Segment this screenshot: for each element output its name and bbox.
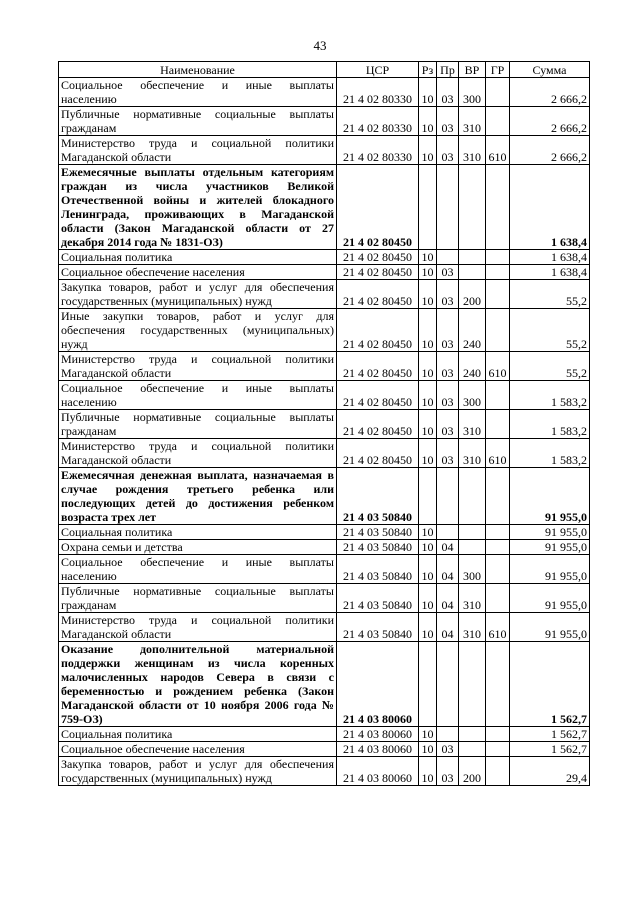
cell-gr bbox=[486, 78, 510, 107]
cell-rz: 10 bbox=[419, 136, 437, 165]
cell-gr bbox=[486, 107, 510, 136]
cell-csr: 21 4 02 80330 bbox=[337, 107, 419, 136]
cell-gr bbox=[486, 309, 510, 352]
cell-gr bbox=[486, 265, 510, 280]
cell-csr: 21 4 02 80330 bbox=[337, 78, 419, 107]
cell-rz: 10 bbox=[419, 410, 437, 439]
cell-pr: 03 bbox=[437, 265, 459, 280]
cell-gr bbox=[486, 642, 510, 727]
cell-sum: 55,2 bbox=[510, 280, 590, 309]
cell-rz: 10 bbox=[419, 540, 437, 555]
cell-sum: 1 583,2 bbox=[510, 381, 590, 410]
cell-pr: 04 bbox=[437, 555, 459, 584]
cell-name: Закупка товаров, работ и услуг для обеспечения государственных (муниципальных) нужд bbox=[59, 280, 337, 309]
cell-sum: 1 562,7 bbox=[510, 742, 590, 757]
table-row bbox=[59, 78, 590, 107]
table-row bbox=[59, 309, 590, 352]
cell-csr: 21 4 03 50840 bbox=[337, 613, 419, 642]
cell-name: Социальное обеспечение населения bbox=[59, 742, 337, 757]
cell-sum: 91 955,0 bbox=[510, 540, 590, 555]
table-row bbox=[59, 468, 590, 525]
cell-vr: 200 bbox=[459, 757, 486, 786]
cell-sum: 91 955,0 bbox=[510, 584, 590, 613]
cell-vr bbox=[459, 727, 486, 742]
cell-sum: 2 666,2 bbox=[510, 136, 590, 165]
cell-name: Социальное обеспечение и иные выплаты населению bbox=[59, 555, 337, 584]
cell-rz bbox=[419, 642, 437, 727]
cell-pr: 03 bbox=[437, 136, 459, 165]
cell-rz: 10 bbox=[419, 727, 437, 742]
header-name: Наименование bbox=[59, 62, 337, 78]
cell-pr: 04 bbox=[437, 584, 459, 613]
cell-csr: 21 4 02 80450 bbox=[337, 410, 419, 439]
page-number: 43 bbox=[313, 38, 327, 53]
cell-rz: 10 bbox=[419, 352, 437, 381]
cell-sum: 2 666,2 bbox=[510, 107, 590, 136]
cell-name: Социальное обеспечение и иные выплаты населению bbox=[59, 381, 337, 410]
cell-name: Публичные нормативные социальные выплаты гражданам bbox=[59, 107, 337, 136]
cell-pr: 03 bbox=[437, 280, 459, 309]
header-sum: Сумма bbox=[510, 62, 590, 78]
table-row bbox=[59, 757, 590, 786]
cell-name: Ежемесячные выплаты отдельным категориям граждан из числа участников Великой Отечественной войны и жителей блокадного Ленинграда, проживающих в Магаданской области (Закон Магаданской области от 27 декабря 2014 года № 1831-ОЗ) bbox=[59, 165, 337, 250]
cell-csr: 21 4 02 80450 bbox=[337, 439, 419, 468]
cell-sum: 1 638,4 bbox=[510, 165, 590, 250]
cell-sum: 1 562,7 bbox=[510, 727, 590, 742]
cell-vr bbox=[459, 265, 486, 280]
cell-pr: 03 bbox=[437, 381, 459, 410]
table-row bbox=[59, 136, 590, 165]
cell-rz: 10 bbox=[419, 757, 437, 786]
cell-name: Социальная политика bbox=[59, 250, 337, 265]
cell-vr: 300 bbox=[459, 381, 486, 410]
cell-csr: 21 4 03 80060 bbox=[337, 727, 419, 742]
cell-vr: 310 bbox=[459, 613, 486, 642]
cell-rz: 10 bbox=[419, 525, 437, 540]
table-row bbox=[59, 250, 590, 265]
cell-vr: 310 bbox=[459, 439, 486, 468]
table-row bbox=[59, 439, 590, 468]
cell-pr bbox=[437, 468, 459, 525]
cell-rz bbox=[419, 468, 437, 525]
cell-rz: 10 bbox=[419, 107, 437, 136]
cell-pr: 03 bbox=[437, 757, 459, 786]
cell-pr bbox=[437, 525, 459, 540]
cell-gr bbox=[486, 584, 510, 613]
cell-rz: 10 bbox=[419, 250, 437, 265]
cell-vr bbox=[459, 742, 486, 757]
table-row bbox=[59, 352, 590, 381]
cell-pr bbox=[437, 165, 459, 250]
cell-gr bbox=[486, 468, 510, 525]
cell-pr: 03 bbox=[437, 309, 459, 352]
cell-name: Министерство труда и социальной политики Магаданской области bbox=[59, 439, 337, 468]
cell-sum: 1 562,7 bbox=[510, 642, 590, 727]
cell-pr: 04 bbox=[437, 540, 459, 555]
cell-name: Министерство труда и социальной политики Магаданской области bbox=[59, 352, 337, 381]
cell-rz bbox=[419, 165, 437, 250]
cell-rz: 10 bbox=[419, 555, 437, 584]
cell-sum: 91 955,0 bbox=[510, 613, 590, 642]
cell-rz: 10 bbox=[419, 584, 437, 613]
cell-name: Ежемесячная денежная выплата, назначаемая в случае рождения третьего ребенка или последующих детей до достижения ребенком возраста трех лет bbox=[59, 468, 337, 525]
cell-name: Публичные нормативные социальные выплаты гражданам bbox=[59, 584, 337, 613]
header-vr: ВР bbox=[459, 62, 486, 78]
table-row bbox=[59, 742, 590, 757]
cell-sum: 91 955,0 bbox=[510, 555, 590, 584]
table-row bbox=[59, 642, 590, 727]
cell-csr: 21 4 02 80450 bbox=[337, 381, 419, 410]
cell-gr bbox=[486, 727, 510, 742]
table-row bbox=[59, 584, 590, 613]
cell-gr bbox=[486, 555, 510, 584]
cell-vr bbox=[459, 250, 486, 265]
cell-rz: 10 bbox=[419, 613, 437, 642]
cell-sum: 55,2 bbox=[510, 309, 590, 352]
cell-vr: 240 bbox=[459, 352, 486, 381]
cell-csr: 21 4 03 50840 bbox=[337, 468, 419, 525]
cell-pr: 03 bbox=[437, 410, 459, 439]
cell-csr: 21 4 03 80060 bbox=[337, 742, 419, 757]
cell-csr: 21 4 03 50840 bbox=[337, 584, 419, 613]
table-row bbox=[59, 540, 590, 555]
cell-gr: 610 bbox=[486, 613, 510, 642]
cell-pr bbox=[437, 642, 459, 727]
cell-gr bbox=[486, 410, 510, 439]
cell-gr: 610 bbox=[486, 439, 510, 468]
cell-gr bbox=[486, 525, 510, 540]
cell-name: Социальное обеспечение и иные выплаты населению bbox=[59, 78, 337, 107]
cell-csr: 21 4 02 80450 bbox=[337, 250, 419, 265]
cell-name: Иные закупки товаров, работ и услуг для обеспечения государственных (муниципальных) нужд bbox=[59, 309, 337, 352]
cell-gr bbox=[486, 280, 510, 309]
cell-pr: 03 bbox=[437, 742, 459, 757]
cell-name: Закупка товаров, работ и услуг для обеспечения государственных (муниципальных) нужд bbox=[59, 757, 337, 786]
cell-gr bbox=[486, 250, 510, 265]
cell-rz: 10 bbox=[419, 439, 437, 468]
table-row bbox=[59, 727, 590, 742]
cell-sum: 55,2 bbox=[510, 352, 590, 381]
cell-vr: 200 bbox=[459, 280, 486, 309]
cell-name: Социальная политика bbox=[59, 727, 337, 742]
cell-pr bbox=[437, 727, 459, 742]
header-csr: ЦСР bbox=[337, 62, 419, 78]
cell-rz: 10 bbox=[419, 742, 437, 757]
cell-name: Социальное обеспечение населения bbox=[59, 265, 337, 280]
cell-sum: 1 638,4 bbox=[510, 265, 590, 280]
cell-vr: 300 bbox=[459, 78, 486, 107]
cell-vr: 310 bbox=[459, 410, 486, 439]
table-row bbox=[59, 165, 590, 250]
cell-sum: 1 638,4 bbox=[510, 250, 590, 265]
cell-pr: 03 bbox=[437, 78, 459, 107]
budget-table bbox=[58, 61, 590, 786]
cell-rz: 10 bbox=[419, 381, 437, 410]
cell-vr: 240 bbox=[459, 309, 486, 352]
cell-sum: 91 955,0 bbox=[510, 525, 590, 540]
table-row bbox=[59, 555, 590, 584]
table-header-row bbox=[59, 62, 590, 78]
table-row bbox=[59, 410, 590, 439]
table-row bbox=[59, 280, 590, 309]
cell-name: Министерство труда и социальной политики Магаданской области bbox=[59, 136, 337, 165]
table-row bbox=[59, 525, 590, 540]
cell-pr: 03 bbox=[437, 107, 459, 136]
cell-csr: 21 4 03 50840 bbox=[337, 540, 419, 555]
table-row bbox=[59, 107, 590, 136]
cell-sum: 1 583,2 bbox=[510, 439, 590, 468]
cell-pr: 03 bbox=[437, 439, 459, 468]
cell-csr: 21 4 02 80330 bbox=[337, 136, 419, 165]
cell-pr bbox=[437, 250, 459, 265]
cell-gr: 610 bbox=[486, 352, 510, 381]
cell-vr bbox=[459, 642, 486, 727]
cell-gr bbox=[486, 757, 510, 786]
cell-rz: 10 bbox=[419, 280, 437, 309]
header-rz: Рз bbox=[419, 62, 437, 78]
cell-vr: 310 bbox=[459, 584, 486, 613]
cell-name: Публичные нормативные социальные выплаты гражданам bbox=[59, 410, 337, 439]
cell-gr bbox=[486, 540, 510, 555]
cell-vr bbox=[459, 540, 486, 555]
cell-csr: 21 4 03 80060 bbox=[337, 642, 419, 727]
cell-pr: 03 bbox=[437, 352, 459, 381]
cell-vr: 300 bbox=[459, 555, 486, 584]
header-gr: ГР bbox=[486, 62, 510, 78]
cell-gr: 610 bbox=[486, 136, 510, 165]
cell-gr bbox=[486, 742, 510, 757]
cell-rz: 10 bbox=[419, 78, 437, 107]
cell-sum: 29,4 bbox=[510, 757, 590, 786]
cell-name: Социальная политика bbox=[59, 525, 337, 540]
cell-vr bbox=[459, 165, 486, 250]
table-row bbox=[59, 265, 590, 280]
table-row bbox=[59, 381, 590, 410]
cell-csr: 21 4 03 50840 bbox=[337, 525, 419, 540]
cell-name: Министерство труда и социальной политики Магаданской области bbox=[59, 613, 337, 642]
cell-vr bbox=[459, 468, 486, 525]
table-body bbox=[59, 78, 590, 786]
cell-rz: 10 bbox=[419, 309, 437, 352]
cell-csr: 21 4 02 80450 bbox=[337, 265, 419, 280]
table-row bbox=[59, 613, 590, 642]
cell-sum: 2 666,2 bbox=[510, 78, 590, 107]
cell-sum: 1 583,2 bbox=[510, 410, 590, 439]
header-pr: Пр bbox=[437, 62, 459, 78]
cell-name: Охрана семьи и детства bbox=[59, 540, 337, 555]
cell-rz: 10 bbox=[419, 265, 437, 280]
cell-gr bbox=[486, 381, 510, 410]
cell-pr: 04 bbox=[437, 613, 459, 642]
cell-vr: 310 bbox=[459, 107, 486, 136]
cell-vr: 310 bbox=[459, 136, 486, 165]
cell-csr: 21 4 02 80450 bbox=[337, 280, 419, 309]
cell-csr: 21 4 02 80450 bbox=[337, 352, 419, 381]
cell-sum: 91 955,0 bbox=[510, 468, 590, 525]
cell-name: Оказание дополнительной материальной поддержки женщинам из числа коренных малочисленных народов Севера в связи с беременностью и рождением ребенка (Закон Магаданской области от 10 ноября 2006 года № 759-ОЗ) bbox=[59, 642, 337, 727]
cell-csr: 21 4 03 50840 bbox=[337, 555, 419, 584]
cell-csr: 21 4 03 80060 bbox=[337, 757, 419, 786]
cell-csr: 21 4 02 80450 bbox=[337, 165, 419, 250]
cell-csr: 21 4 02 80450 bbox=[337, 309, 419, 352]
cell-vr bbox=[459, 525, 486, 540]
cell-gr bbox=[486, 165, 510, 250]
